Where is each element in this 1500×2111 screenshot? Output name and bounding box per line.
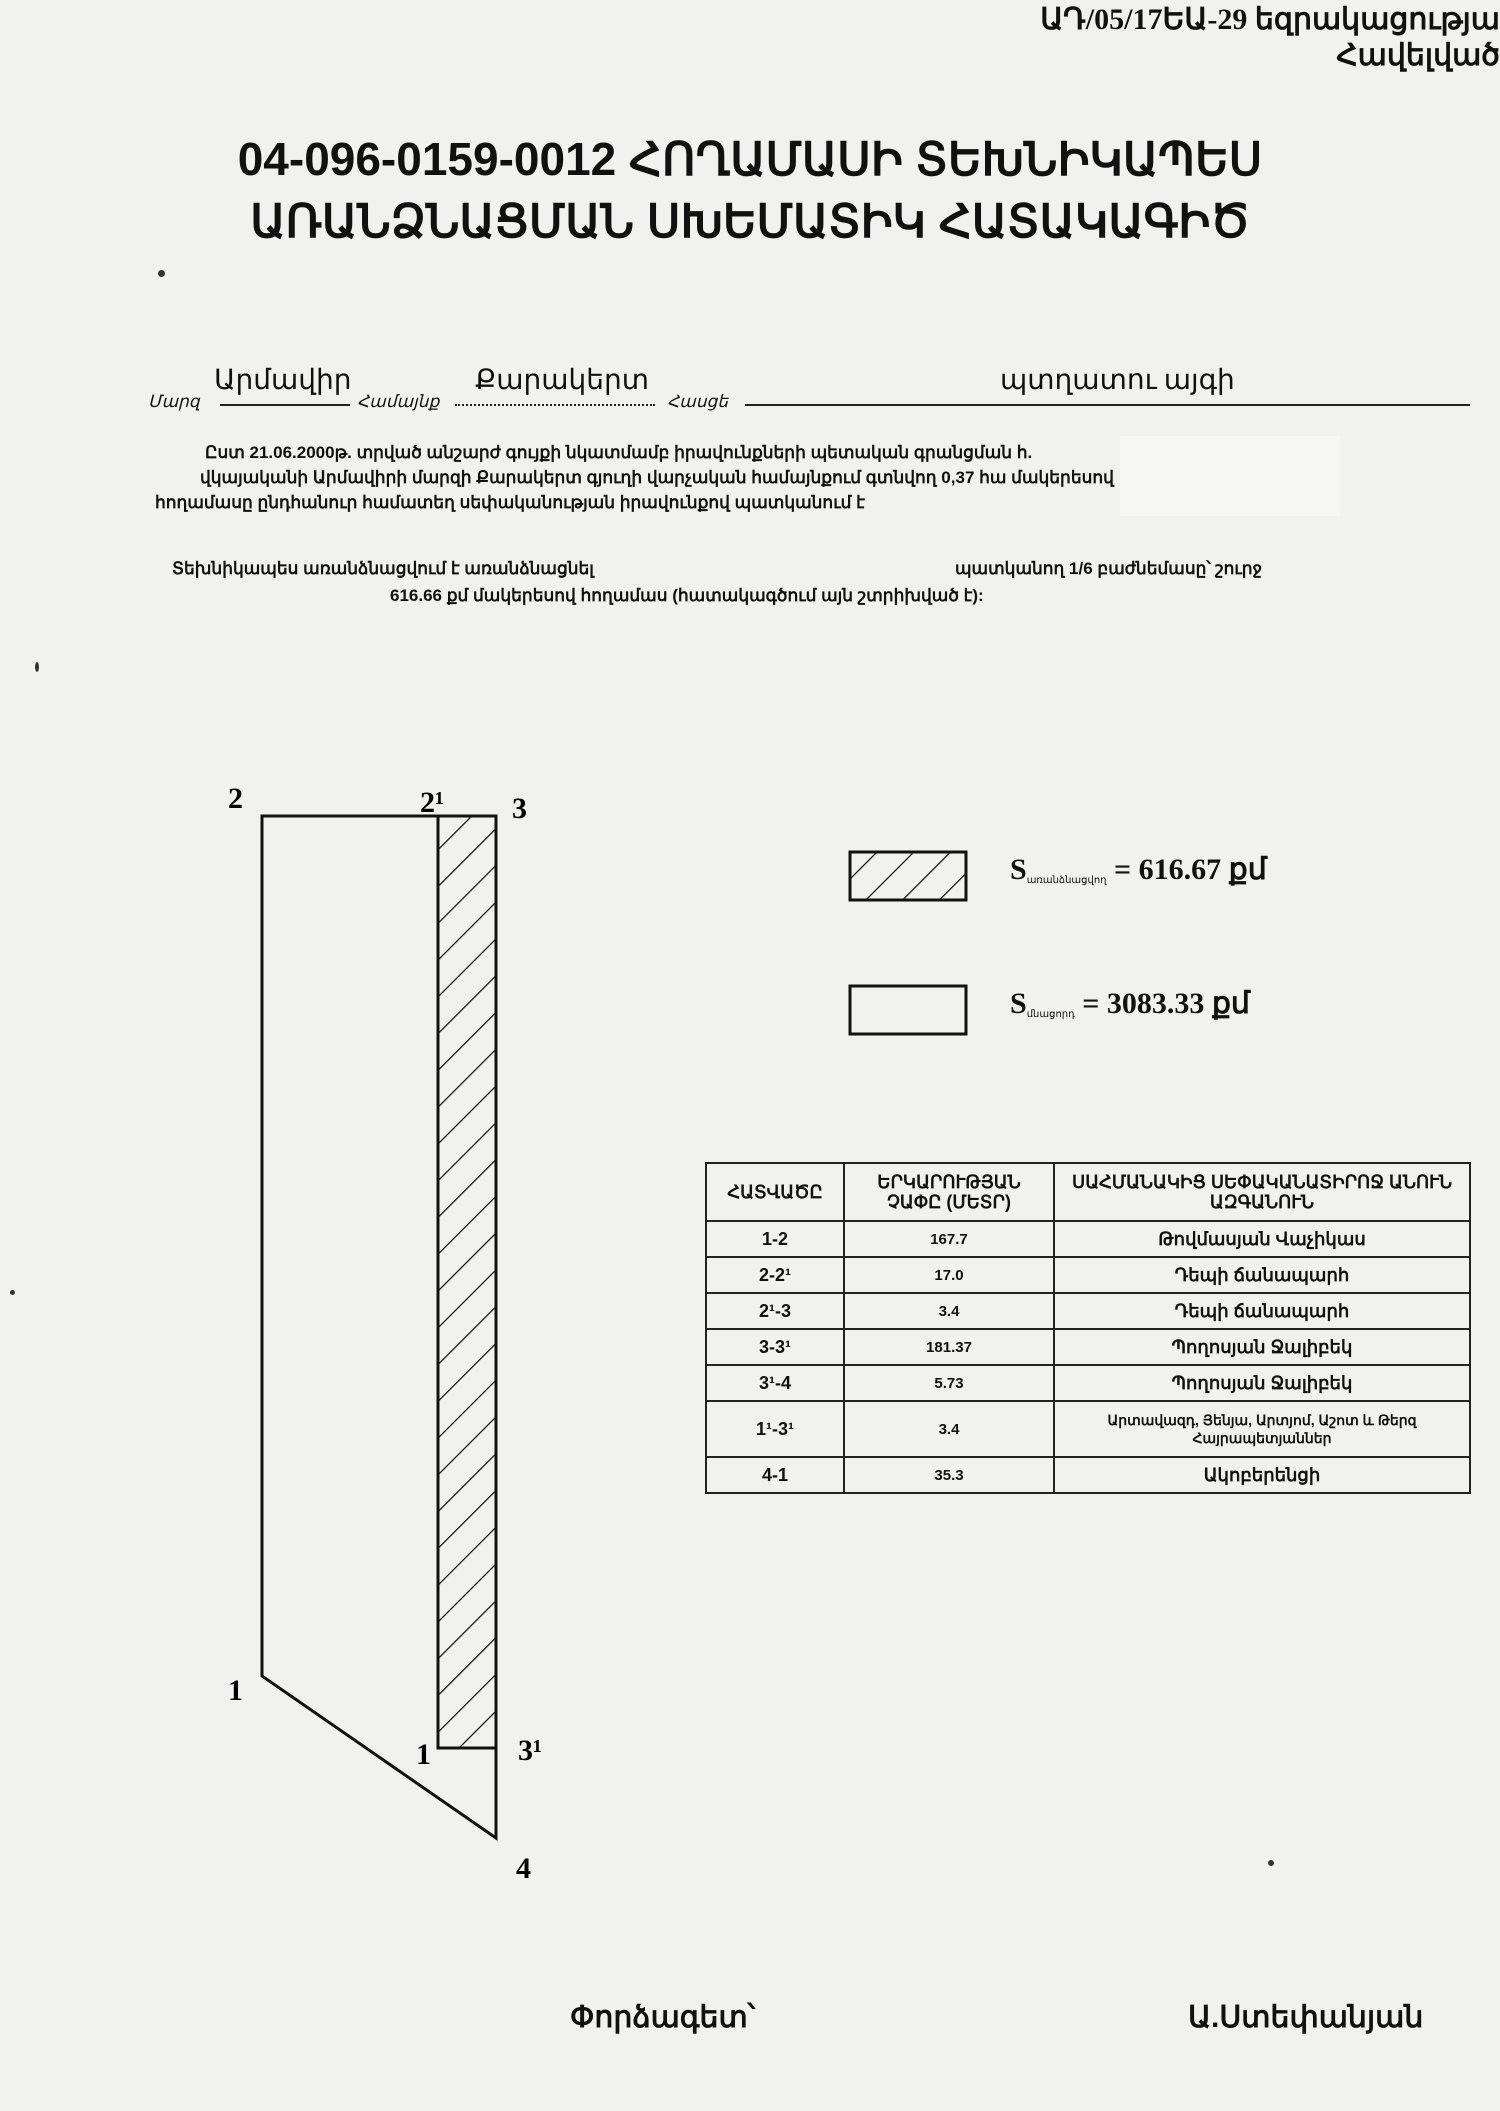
scan-speck [35,662,39,672]
point-label-3: 3 [512,792,527,825]
marz-value: Արմավիր [214,365,352,396]
separated-parcel-strip [438,816,496,1748]
segment-cell: 4-1 [706,1457,844,1493]
paragraph-2-line-2: 616.66 քմ մակերեսով հողամաս (հատակագծում այն շտրիխված է): [390,586,984,605]
length-cell: 3.4 [844,1401,1054,1457]
scan-speck [158,270,165,277]
neighbor-cell: Պողոսյան Ջալիբեկ [1054,1365,1470,1401]
header-segment: ՀԱՏՎԱԾԸ [706,1163,844,1221]
segment-cell: 1¹-3¹ [706,1401,844,1457]
table-row [706,1221,1470,1257]
length-cell: 181.37 [844,1329,1054,1365]
legend-s-symbol: S [1010,853,1027,886]
expert-name: Ա.Ստեփանյան [1188,2001,1424,2034]
segment-cell: 3-3¹ [706,1329,844,1365]
neighbor-cell: Արտավազդ, Յենյա, Արտյոմ, Աշոտ և Թերզ Հայրապետյաններ [1054,1401,1470,1457]
paragraph-1-line-3: հողամասը ընդհանուր համատեղ սեփականության իրավունքով պատկանում է [155,493,865,512]
length-cell: 3.4 [844,1293,1054,1329]
marz-label: Մարզ [148,392,200,411]
legend-remaining-area [1010,986,1250,1021]
legend-hatched-box [850,852,966,900]
segment-cell: 2¹-3 [706,1293,844,1329]
hamaynq-value: Քարակերտ [475,365,649,396]
length-cell: 5.73 [844,1365,1054,1401]
segment-cell: 2-2¹ [706,1257,844,1293]
point-label-2: 2 [228,782,243,815]
length-cell: 17.0 [844,1257,1054,1293]
document-title-line-1: 04-096-0159-0012 ՀՈՂԱՄԱՍԻ ՏԵԽՆԻԿԱՊԵՍ [237,133,1263,185]
neighbor-cell: Թովմասյան Վաչիկաս [1054,1221,1470,1257]
point-label-2-prime: 2¹ [420,786,444,819]
header-neighbor: ՍԱՀՄԱՆԱԿԻՑ ՍԵՓԱԿԱՆԱՏԻՐՈՋ ԱՆՈՒՆ ԱԶԳԱՆՈՒՆ [1054,1163,1470,1221]
expert-signature-label: Փորձագետ՝ [570,2001,755,2034]
point-label-4: 4 [516,1852,531,1885]
legend-plain-box [850,986,966,1034]
segment-cell: 3¹-4 [706,1365,844,1401]
legend-separated-value: = 616.67 քմ [1114,853,1267,886]
legend-remaining-value: = 3083.33 քմ [1082,987,1250,1020]
table-row [706,1365,1470,1401]
neighbor-cell: Պողոսյան Ջալիբեկ [1054,1329,1470,1365]
neighbor-cell: Դեպի ճանապարհ [1054,1293,1470,1329]
legend-s-symbol: S [1010,987,1027,1020]
table-row [706,1401,1470,1457]
length-cell: 35.3 [844,1457,1054,1493]
legend-separated-area [1010,852,1267,887]
hamaynq-label: Համայնք [357,392,440,411]
neighbor-cell: Ակոբերենցի [1054,1457,1470,1493]
hasce-label: Հասցե [667,392,729,411]
point-label-1-prime: 1 [416,1738,431,1771]
neighbor-cell: Դեպի ճանապարհ [1054,1257,1470,1293]
scan-speck [10,1290,15,1295]
table-row [706,1457,1470,1493]
scan-speck [1268,1860,1274,1866]
document-title-line-2: ԱՌԱՆՁՆԱՑՄԱՆ ՍԽԵՄԱՏԻԿ ՀԱՏԱԿԱԳԻԾ [250,195,1250,247]
paragraph-1-line-1: Ըստ 21.06.2000թ. տրված անշարժ գույքի նկատմամբ իրավունքների պետական գրանցման հ. [205,443,1033,462]
appendix-label: Հավելված [1336,39,1500,72]
length-cell: 167.7 [844,1221,1054,1257]
segment-cell: 1-2 [706,1221,844,1257]
paragraph-2-line-1-left: Տեխնիկապես առանձնացվում է առանձնացնել [172,559,594,578]
reference-line: ԱԴ/05/17ԵԱ-29 եզրակացությա [1040,3,1500,36]
hasce-value: պտղատու այգի [1000,365,1235,396]
point-label-3-prime: 3¹ [518,1734,542,1767]
header-length: ԵՐԿԱՐՈՒԹՅԱՆ ՉԱՓԸ (ՄԵՏՐ) [844,1163,1054,1221]
table-row [706,1293,1470,1329]
table-header-row [706,1163,1470,1221]
table-row [706,1329,1470,1365]
point-label-1: 1 [228,1674,243,1707]
paragraph-2-line-1-right: պատկանող 1/6 բաժնեմասը՝ շուրջ [955,559,1263,578]
legend-separated-subscript: առանձնացվող [1026,875,1107,886]
table-row [706,1257,1470,1293]
legend-remaining-subscript: մնացորդ [1026,1009,1075,1020]
paragraph-1-line-2: վկայականի Արմավիրի մարզի Քարակերտ գյուղի վարչական համայնքում գտնվող 0,37 հա մակերեսով [200,468,1114,487]
boundary-table [705,1162,1471,1494]
